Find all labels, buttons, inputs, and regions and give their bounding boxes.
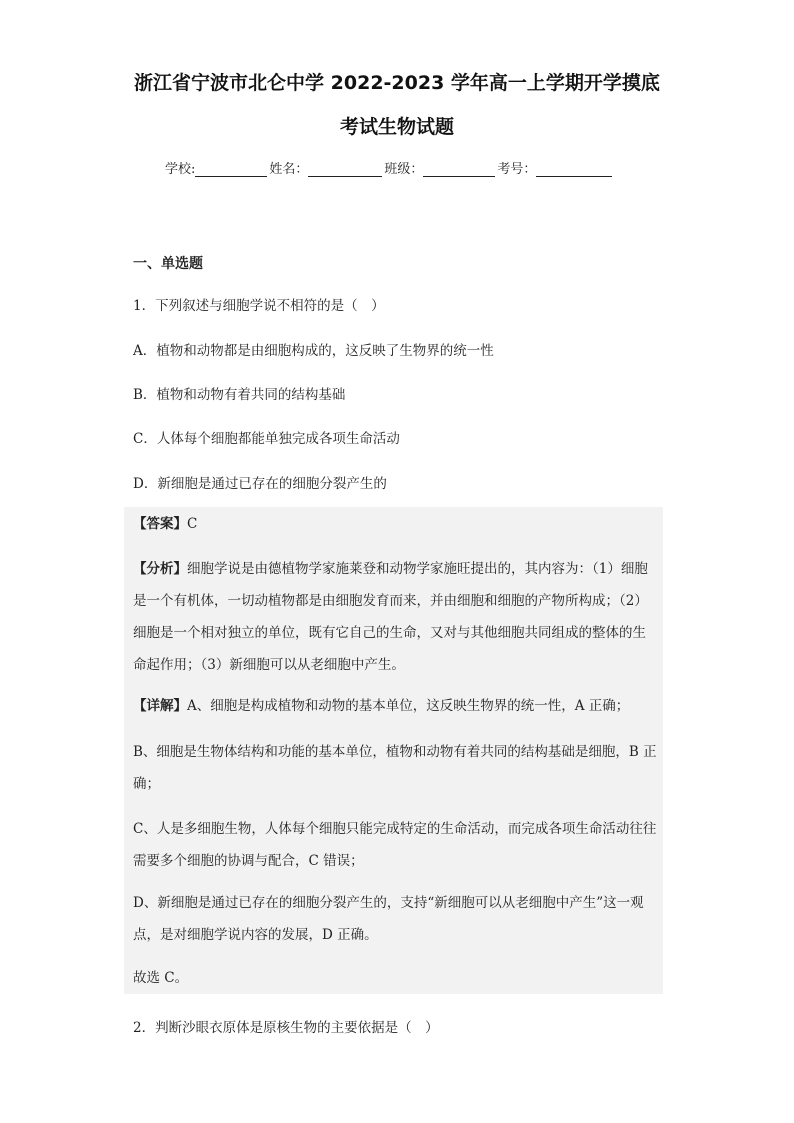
name-label: 姓名：: [269, 162, 309, 177]
question-2-stem: 2．判断沙眼衣原体是原核生物的主要依据是（ ）: [133, 1020, 439, 1036]
number-label: 考号：: [497, 162, 537, 177]
number-blank[interactable]: [536, 162, 612, 177]
question-1-option-d: D．新细胞是通过已存在的细胞分裂产生的: [133, 476, 387, 492]
detail-d-paragraph: D、新细胞是通过已存在的细胞分裂产生的，支持“新细胞可以从老细胞中产生”这一观点，是对细胞学说内容的发展，D 正确。: [133, 895, 644, 943]
question-1-option-b: B．植物和动物有着共同的结构基础: [133, 387, 346, 403]
class-label: 班级：: [384, 162, 424, 177]
document-title-line2: 考试生物试题: [339, 116, 454, 138]
question-1-stem: 1．下列叙述与细胞学说不相符的是（ ）: [133, 298, 385, 314]
question-1-option-c: C．人体每个细胞都能单独完成各项生命活动: [133, 431, 400, 447]
detail-a-text: A、细胞是构成植物和动物的基本单位，这反映生物界的统一性，A 正确；: [187, 698, 630, 714]
name-blank[interactable]: [308, 162, 382, 177]
answer-line: [133, 508, 658, 540]
section-heading: 一、单选题: [133, 256, 203, 272]
detail-a-paragraph: [133, 690, 658, 722]
detail-c-paragraph: C、人是多细胞生物，人体每个细胞只能完成特定的生命活动，而完成各项生命活动往往需要多个细胞的协调与配合，C 错误；: [133, 821, 657, 869]
question-1-option-a: A．植物和动物都是由细胞构成的，这反映了生物界的统一性: [133, 343, 494, 359]
detail-b-paragraph: B、细胞是生物体结构和功能的基本单位，植物和动物有着共同的结构基础是细胞，B 正确；: [133, 744, 657, 792]
school-blank[interactable]: [195, 162, 267, 177]
conclusion-line: 故选 C。: [133, 970, 189, 986]
document-title-line1: 浙江省宁波市北仑中学 2022-2023 学年高一上学期开学摸底: [134, 72, 660, 94]
school-label: 学校:: [165, 162, 196, 177]
class-blank[interactable]: [423, 162, 495, 177]
answer-value: C: [187, 516, 198, 532]
answer-tag: 【答案】: [133, 516, 187, 532]
detail-tag: 【详解】: [133, 698, 187, 714]
student-info-row: [165, 158, 635, 177]
analysis-text: 细胞学说是由德植物学家施莱登和动物学家施旺提出的，其内容为：（1）细胞是一个有机体，一切动植物都是由细胞发育而来，并由细胞和细胞的产物所构成；（2）细胞是一个相对独立的单位，既有它自己的生命，又对与其他细胞共同组成的整体的生命起作用；（3）新细胞可以从老细胞中产生。: [133, 561, 648, 673]
analysis-paragraph: [133, 553, 658, 681]
analysis-tag: 【分析】: [133, 561, 187, 577]
